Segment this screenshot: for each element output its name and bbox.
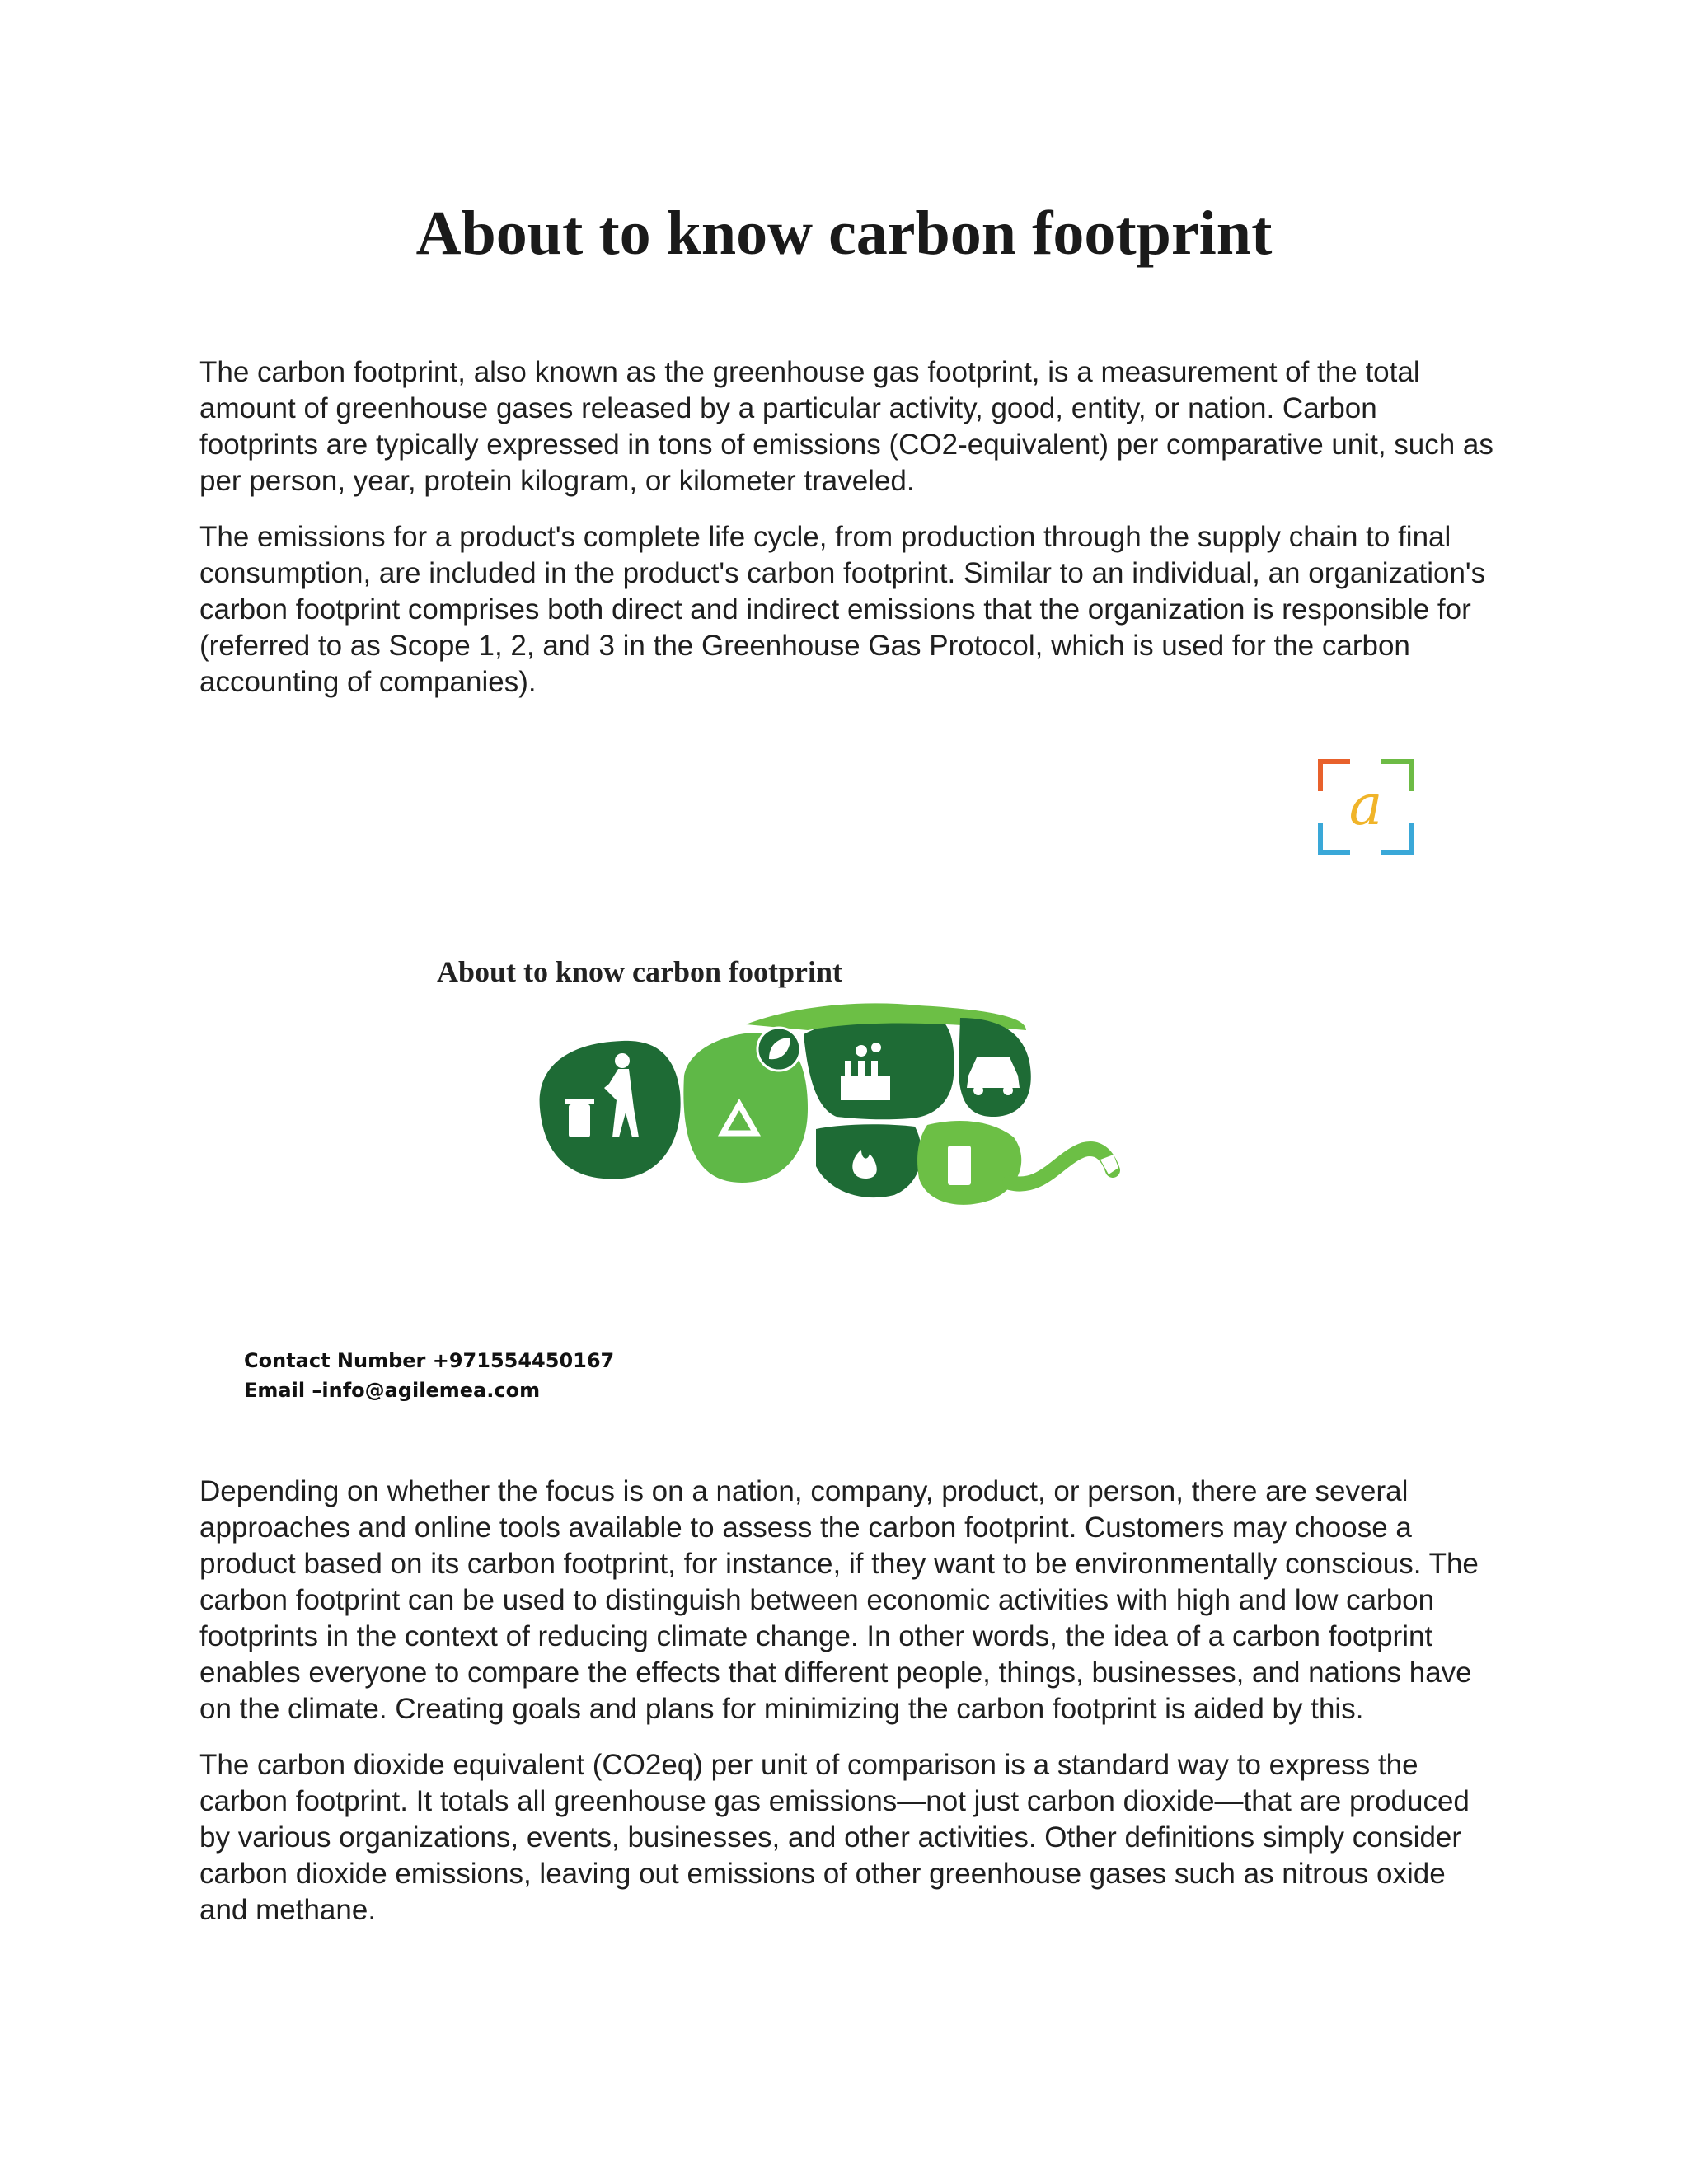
leaf-icon <box>757 1028 800 1071</box>
contact-email: Email –info@agilemea.com <box>244 1379 541 1402</box>
contact-number: Contact Number +971554450167 <box>244 1349 615 1372</box>
footprint-icon <box>532 985 1125 1224</box>
figure-title: About to know carbon footprint <box>437 955 843 988</box>
page-title: About to know carbon footprint <box>415 199 1273 268</box>
co2eq-paragraph: The carbon dioxide equivalent (CO2eq) per unit of comparison is a standard way to express the carbon footprint. It totals all greenhouse gas emissions—not just carbon dioxide—that are produced by various organizations, events, businesses, and other activities. Other definitions simply consider carbon dioxide emissions, leaving out emissions of other greenhouse gases such as nitrous oxide and methane. <box>199 1749 1470 1926</box>
lifecycle-paragraph: The emissions for a product's complete life cycle, from production through the supply chain to final consumption, are included in the product's carbon footprint. Similar to an individual, an organization's carbon footprint comprises both direct and indirect emissions that the organization is responsible for (referred to as Scope 1, 2, and 3 in the Greenhouse Gas Protocol, which is used for the carbon accounting of companies). <box>199 521 1486 698</box>
agile-logo-icon <box>1317 758 1414 855</box>
logo-letter: a <box>1348 773 1383 838</box>
assessment-paragraph: Depending on whether the focus is on a nation, company, product, or person, there are several approaches and online tools available to assess the carbon footprint. Customers may choose a product based on its carbon footprint, for instance, if they want to be environmentally conscious. The carbon footprint can be used to distinguish between economic activities with high and low carbon footprints in the context of reducing climate change. In other words, the idea of a carbon footprint enables everyone to compare the effects that different people, things, businesses, and nations have on the climate. Creating goals and plans for minimizing the carbon footprint is aided by this. <box>199 1475 1479 1725</box>
intro-paragraph: The carbon footprint, also known as the greenhouse gas footprint, is a measurement of the total amount of greenhouse gases released by a particular activity, good, entity, or nation. Carbon footprints are typically expressed in tons of emissions (CO2-equivalent) per comparative unit, such as per person, year, protein kilogram, or kilometer traveled. <box>199 356 1493 497</box>
